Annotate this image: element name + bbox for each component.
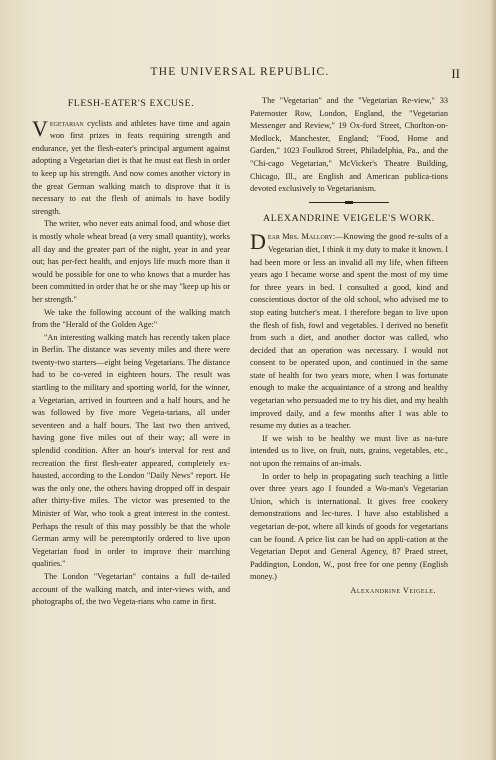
page-edge-shadow: [490, 0, 496, 760]
article1-paragraph-1: [32, 115, 230, 219]
article2-paragraph-3: In order to help in propagating such teaching a little over three years ago I founded a Wo-man's Vegetarian Union, which is international. It gives free cookery demonstrations and lec-tures. I have also established a vegetarian de-pot, where all kinds of goods for vegetarians can be found. A price list can be had on appli-cation at the Vegetarian Depot and General Agency, 87 Praed street, Paddington, London, W., post free for one penny (English money.): [250, 471, 448, 582]
article1-paragraph-3: We take the following account of the walking match from the "Herald of the Golden Age:": [32, 307, 230, 330]
article2-paragraph-2: If we wish to be healthy we must live as na-ture intended us to live, on fruit, nuts, grains, vegetables, etc., not upon the remains of an-imals.: [250, 433, 448, 469]
lead-small-caps: egetarian: [49, 118, 84, 128]
running-title: THE UNIVERSAL REPUBLIC.: [150, 66, 330, 78]
article1-paragraph-4: "An interesting walking match has recently taken place in Berlin. The distance was seventy miles and there were twenty-two starters—eight being Vegetarians. The distance had to be co-vered in eighteen hours. The result was startling to the military and sporting world, for the winner, a Vegetarian, arrived in fourteen and a half hours, and he was followed by five more Vegeta-tarians, all under seventeen and a half hours. The last two then arrived, having gone five miles out of their way; all were in splendid condition. After an hour's interval for rest and recreation the first flesh-eater appeared, completely ex-hausted, according to the London "Daily News" report. He was the only one, the others having dropped off in despair after thirty-five miles. The victor was presented to the Minister of War, who took a great interest in the contest. Perhaps the result of this may possibly be that the whole German army will be peremptorily ordered to live upon Vegetarian food in order to improve their marching qualities.": [32, 332, 230, 569]
article1-paragraph-2: The writer, who never eats animal food, and whose diet is mostly whole wheat bread (a very small quantity), works all day and the greater part of the night, year in and year out; has per-fect health, and enjoys life much more than it would be possible for one to who knows that a murder has been committed in order that he or she may "keep up his or her strength.": [32, 219, 230, 304]
signature: Alexandrine Veigele.: [350, 585, 436, 595]
article-heading-alexandrine-veigele: ALEXANDRINE VEIGELE'S WORK.: [263, 212, 435, 224]
article2-paragraph-1: [250, 231, 448, 433]
article1-paragraph-6: The "Vegetarian" and the "Vegetarian Re-view," 33 Paternoster Row, London, England, the "Vegetarian Messenger and Review," 19 Ox-ford Street, Chorlton-on-Medlock, Manchester, England; "Food, Home and Garden," 1023 Foulkrod Street, Philadelphia, Pa., and the "Chi-cago Vegetarian," McVicker's Theatre Building, Chicago, Ill., are English and American publica-tions devoted exclusively to Vegetarianism.: [250, 96, 448, 194]
left-column: [32, 98, 230, 609]
article1-paragraph-5: The London "Vegetarian" contains a full de-tailed account of the walking match, and inter-views with, and photographs of, the two Vegeta-rians who came in first.: [32, 571, 230, 607]
section-divider: [309, 202, 389, 203]
article-heading-flesh-eaters-excuse: FLESH-EATER'S EXCUSE.: [67, 98, 195, 109]
salutation: ear Mrs. Mallory: [267, 232, 333, 242]
drop-cap: D: [250, 229, 266, 255]
paragraph-text: cyclists and athletes have time and again won first prizes in feats requiring strength and endurance, yet the flesh-eater's principal argument against adopting a Vegetarian diet is that he must eat flesh in order to keep up his strength. And now comes another victory in the great German walking match to disprove that it is necessary to eat the flesh of animals to have bodily strength.: [32, 118, 230, 216]
paragraph-text: :—Knowing the good re-sults of a Vegetarian diet, I think it my duty to make it known. I had been more or less an invalid all my life, when fifteen years ago I became worse and spent the most of my time for three years in bed. I consulted a good, kind and conscientious doctor of the old school, who advised me to stop eating butcher's meat. I therefore began to live upon the flesh of fish, fowl and vegetables. I derived no benefit from such a diet, and another doctor was called, who decided that an operation was necessary. I would not consent to be operated upon, and continued in the same state of health for two years more, when I was fortunate enough to make the acquaintance of a strong and healthy vegetarian who persuaded me to try his diet, and my health improved daily, and a few months after I was able to resume my duties as a teacher.: [250, 232, 448, 431]
page-number: II: [451, 66, 460, 81]
drop-cap: V: [32, 115, 48, 141]
right-column: [250, 95, 448, 598]
